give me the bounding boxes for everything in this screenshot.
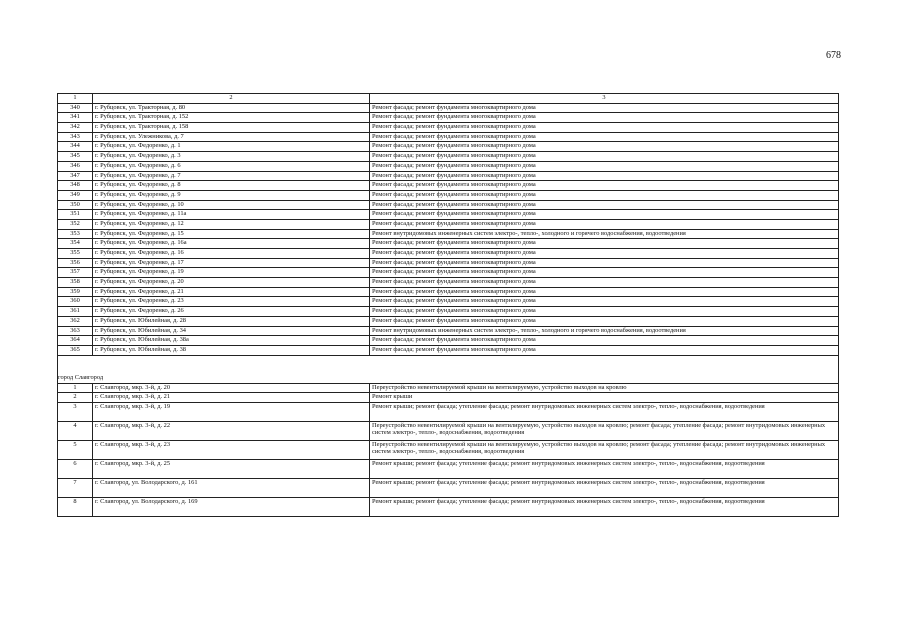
table-row bbox=[58, 161, 839, 171]
works-cell: Ремонт фасада; ремонт фундамента многоквартирного дома bbox=[370, 239, 839, 249]
address-cell: г. Славгород, мкр. 3-й, д. 25 bbox=[93, 459, 370, 478]
section-row bbox=[58, 374, 839, 384]
address-cell: г. Рубцовск, ул. Федоренко, д. 15 bbox=[93, 229, 370, 239]
table-row bbox=[58, 190, 839, 200]
works-cell: Переустройство невентилируемой крыши на вентилируемую, устройство выходов на кровлю; ремонт фасада; утепление фасада; ремонт внутридомовых инженерных систем электро-, тепло-, водоснабжения, водоотведения bbox=[370, 421, 839, 440]
works-cell: Ремонт фасада; ремонт фундамента многоквартирного дома bbox=[370, 103, 839, 113]
row-number: 8 bbox=[58, 497, 93, 516]
works-cell: Ремонт фасада; ремонт фундамента многоквартирного дома bbox=[370, 249, 839, 259]
table-row bbox=[58, 113, 839, 123]
row-number: 343 bbox=[58, 132, 93, 142]
address-cell: г. Славгород, мкр. 3-й, д. 22 bbox=[93, 421, 370, 440]
row-number: 341 bbox=[58, 113, 93, 123]
row-number: 355 bbox=[58, 249, 93, 259]
page-number: 678 bbox=[826, 50, 841, 61]
table-row bbox=[58, 268, 839, 278]
table-row bbox=[58, 297, 839, 307]
row-number: 4 bbox=[58, 421, 93, 440]
works-cell: Ремонт фасада; ремонт фундамента многоквартирного дома bbox=[370, 345, 839, 355]
section-title: город Славгород bbox=[58, 374, 839, 384]
address-cell: г. Рубцовск, ул. Федоренко, д. 16 bbox=[93, 249, 370, 259]
row-number: 357 bbox=[58, 268, 93, 278]
row-number: 3 bbox=[58, 402, 93, 421]
table-row bbox=[58, 421, 839, 440]
table-row bbox=[58, 219, 839, 229]
works-cell: Ремонт фасада; ремонт фундамента многоквартирного дома bbox=[370, 113, 839, 123]
works-cell: Ремонт внутридомовых инженерных систем электро-, тепло-, холодного и горячего водоснабжения, водоотведения bbox=[370, 229, 839, 239]
address-cell: г. Рубцовск, ул. Тракторная, д. 152 bbox=[93, 113, 370, 123]
address-cell: г. Рубцовск, ул. Федоренко, д. 17 bbox=[93, 258, 370, 268]
row-number: 2 bbox=[58, 393, 93, 403]
works-cell: Ремонт фасада; ремонт фундамента многоквартирного дома bbox=[370, 219, 839, 229]
address-cell: г. Рубцовск, ул. Юбилейная, д. 38а bbox=[93, 336, 370, 346]
works-cell: Ремонт крыши; ремонт фасада; утепление фасада; ремонт внутридомовых инженерных систем электро-, тепло-, водоснабжения, водоотведения bbox=[370, 478, 839, 497]
row-number: 1 bbox=[58, 383, 93, 393]
address-cell: г. Рубцовск, ул. Улежникова, д. 7 bbox=[93, 132, 370, 142]
table-row bbox=[58, 171, 839, 181]
works-cell: Переустройство невентилируемой крыши на вентилируемую, устройство выходов на кровлю; ремонт фасада; утепление фасада; ремонт внутридомовых инженерных систем электро-, тепло-, водоснабжения, водоотведения bbox=[370, 440, 839, 459]
address-cell: г. Славгород, мкр. 3-й, д. 19 bbox=[93, 402, 370, 421]
works-cell: Ремонт фасада; ремонт фундамента многоквартирного дома bbox=[370, 123, 839, 133]
table-row bbox=[58, 336, 839, 346]
row-number: 353 bbox=[58, 229, 93, 239]
table-row bbox=[58, 383, 839, 393]
works-cell: Ремонт фасада; ремонт фундамента многоквартирного дома bbox=[370, 316, 839, 326]
row-number: 348 bbox=[58, 181, 93, 191]
row-number: 345 bbox=[58, 152, 93, 162]
works-cell: Ремонт фасада; ремонт фундамента многоквартирного дома bbox=[370, 152, 839, 162]
table-row bbox=[58, 278, 839, 288]
table-row bbox=[58, 497, 839, 516]
works-cell: Ремонт фасада; ремонт фундамента многоквартирного дома bbox=[370, 132, 839, 142]
row-number: 347 bbox=[58, 171, 93, 181]
row-number: 346 bbox=[58, 161, 93, 171]
address-cell: г. Рубцовск, ул. Федоренко, д. 23 bbox=[93, 297, 370, 307]
works-cell: Ремонт фасада; ремонт фундамента многоквартирного дома bbox=[370, 181, 839, 191]
row-number: 354 bbox=[58, 239, 93, 249]
address-cell: г. Рубцовск, ул. Федоренко, д. 7 bbox=[93, 171, 370, 181]
row-number: 356 bbox=[58, 258, 93, 268]
address-cell: г. Рубцовск, ул. Федоренко, д. 10 bbox=[93, 200, 370, 210]
works-cell: Ремонт фасада; ремонт фундамента многоквартирного дома bbox=[370, 278, 839, 288]
works-cell: Переустройство невентилируемой крыши на вентилируемую, устройство выходов на кровлю bbox=[370, 383, 839, 393]
works-cell: Ремонт внутридомовых инженерных систем электро-, тепло-, холодного и горячего водоснабжения, водоотведения bbox=[370, 326, 839, 336]
table-row bbox=[58, 345, 839, 355]
table-row bbox=[58, 316, 839, 326]
row-number: 7 bbox=[58, 478, 93, 497]
address-cell: г. Рубцовск, ул. Федоренко, д. 12 bbox=[93, 219, 370, 229]
works-cell: Ремонт фасада; ремонт фундамента многоквартирного дома bbox=[370, 142, 839, 152]
works-cell: Ремонт фасада; ремонт фундамента многоквартирного дома bbox=[370, 190, 839, 200]
address-cell: г. Рубцовск, ул. Федоренко, д. 11а bbox=[93, 210, 370, 220]
works-cell: Ремонт фасада; ремонт фундамента многоквартирного дома bbox=[370, 287, 839, 297]
row-number: 352 bbox=[58, 219, 93, 229]
table-row bbox=[58, 210, 839, 220]
row-number: 351 bbox=[58, 210, 93, 220]
table-row bbox=[58, 459, 839, 478]
table-row bbox=[58, 326, 839, 336]
repair-table bbox=[57, 93, 839, 517]
address-cell: г. Рубцовск, ул. Федоренко, д. 16а bbox=[93, 239, 370, 249]
address-cell: г. Рубцовск, ул. Федоренко, д. 19 bbox=[93, 268, 370, 278]
address-cell: г. Рубцовск, ул. Федоренко, д. 26 bbox=[93, 307, 370, 317]
row-number: 358 bbox=[58, 278, 93, 288]
header-row bbox=[58, 94, 839, 104]
row-number: 364 bbox=[58, 336, 93, 346]
table-row bbox=[58, 440, 839, 459]
address-cell: г. Рубцовск, ул. Федоренко, д. 6 bbox=[93, 161, 370, 171]
row-number: 340 bbox=[58, 103, 93, 113]
table-row bbox=[58, 258, 839, 268]
address-cell: г. Рубцовск, ул. Тракторная, д. 80 bbox=[93, 103, 370, 113]
row-number: 6 bbox=[58, 459, 93, 478]
address-cell: г. Рубцовск, ул. Федоренко, д. 1 bbox=[93, 142, 370, 152]
row-number: 349 bbox=[58, 190, 93, 200]
row-number: 342 bbox=[58, 123, 93, 133]
address-cell: г. Славгород, ул. Володарского, д. 169 bbox=[93, 497, 370, 516]
address-cell: г. Рубцовск, ул. Федоренко, д. 8 bbox=[93, 181, 370, 191]
address-cell: г. Рубцовск, ул. Федоренко, д. 21 bbox=[93, 287, 370, 297]
spacer-cell bbox=[58, 355, 839, 374]
table-body bbox=[58, 94, 839, 517]
works-cell: Ремонт фасада; ремонт фундамента многоквартирного дома bbox=[370, 210, 839, 220]
works-cell: Ремонт фасада; ремонт фундамента многоквартирного дома bbox=[370, 258, 839, 268]
table-row bbox=[58, 249, 839, 259]
address-cell: г. Славгород, мкр. 3-й, д. 21 bbox=[93, 393, 370, 403]
table-row bbox=[58, 142, 839, 152]
table-row bbox=[58, 200, 839, 210]
works-cell: Ремонт фасада; ремонт фундамента многоквартирного дома bbox=[370, 161, 839, 171]
works-cell: Ремонт фасада; ремонт фундамента многоквартирного дома bbox=[370, 297, 839, 307]
works-cell: Ремонт крыши; ремонт фасада; утепление фасада; ремонт внутридомовых инженерных систем электро-, тепло-, водоснабжения, водоотведения bbox=[370, 497, 839, 516]
table-row bbox=[58, 132, 839, 142]
table-row bbox=[58, 287, 839, 297]
works-cell: Ремонт крыши; ремонт фасада; утепление фасада; ремонт внутридомовых инженерных систем электро-, тепло-, водоснабжения, водоотведения bbox=[370, 459, 839, 478]
works-cell: Ремонт крыши bbox=[370, 393, 839, 403]
spacer-row bbox=[58, 355, 839, 374]
header-cell-1: 1 bbox=[58, 94, 93, 104]
works-cell: Ремонт фасада; ремонт фундамента многоквартирного дома bbox=[370, 336, 839, 346]
table-row bbox=[58, 239, 839, 249]
row-number: 362 bbox=[58, 316, 93, 326]
row-number: 5 bbox=[58, 440, 93, 459]
table-row bbox=[58, 123, 839, 133]
row-number: 361 bbox=[58, 307, 93, 317]
works-cell: Ремонт крыши; ремонт фасада; утепление фасада; ремонт внутридомовых инженерных систем электро-, тепло-, водоснабжения, водоотведения bbox=[370, 402, 839, 421]
works-cell: Ремонт фасада; ремонт фундамента многоквартирного дома bbox=[370, 268, 839, 278]
address-cell: г. Рубцовск, ул. Юбилейная, д. 38 bbox=[93, 345, 370, 355]
table-row bbox=[58, 152, 839, 162]
address-cell: г. Рубцовск, ул. Федоренко, д. 9 bbox=[93, 190, 370, 200]
address-cell: г. Рубцовск, ул. Федоренко, д. 3 bbox=[93, 152, 370, 162]
table-row bbox=[58, 393, 839, 403]
works-cell: Ремонт фасада; ремонт фундамента многоквартирного дома bbox=[370, 171, 839, 181]
table-row bbox=[58, 103, 839, 113]
table-row bbox=[58, 181, 839, 191]
table-row bbox=[58, 307, 839, 317]
row-number: 359 bbox=[58, 287, 93, 297]
address-cell: г. Славгород, мкр. 3-й, д. 23 bbox=[93, 440, 370, 459]
address-cell: г. Рубцовск, ул. Юбилейная, д. 34 bbox=[93, 326, 370, 336]
address-cell: г. Рубцовск, ул. Федоренко, д. 20 bbox=[93, 278, 370, 288]
row-number: 360 bbox=[58, 297, 93, 307]
address-cell: г. Рубцовск, ул. Тракторная, д. 158 bbox=[93, 123, 370, 133]
address-cell: г. Рубцовск, ул. Юбилейная, д. 28 bbox=[93, 316, 370, 326]
works-cell: Ремонт фасада; ремонт фундамента многоквартирного дома bbox=[370, 200, 839, 210]
header-cell-3: 3 bbox=[370, 94, 839, 104]
table-row bbox=[58, 478, 839, 497]
address-cell: г. Славгород, ул. Володарского, д. 161 bbox=[93, 478, 370, 497]
row-number: 363 bbox=[58, 326, 93, 336]
row-number: 344 bbox=[58, 142, 93, 152]
row-number: 350 bbox=[58, 200, 93, 210]
row-number: 365 bbox=[58, 345, 93, 355]
table-row bbox=[58, 229, 839, 239]
address-cell: г. Славгород, мкр. 3-й, д. 20 bbox=[93, 383, 370, 393]
header-cell-2: 2 bbox=[93, 94, 370, 104]
works-cell: Ремонт фасада; ремонт фундамента многоквартирного дома bbox=[370, 307, 839, 317]
table-row bbox=[58, 402, 839, 421]
